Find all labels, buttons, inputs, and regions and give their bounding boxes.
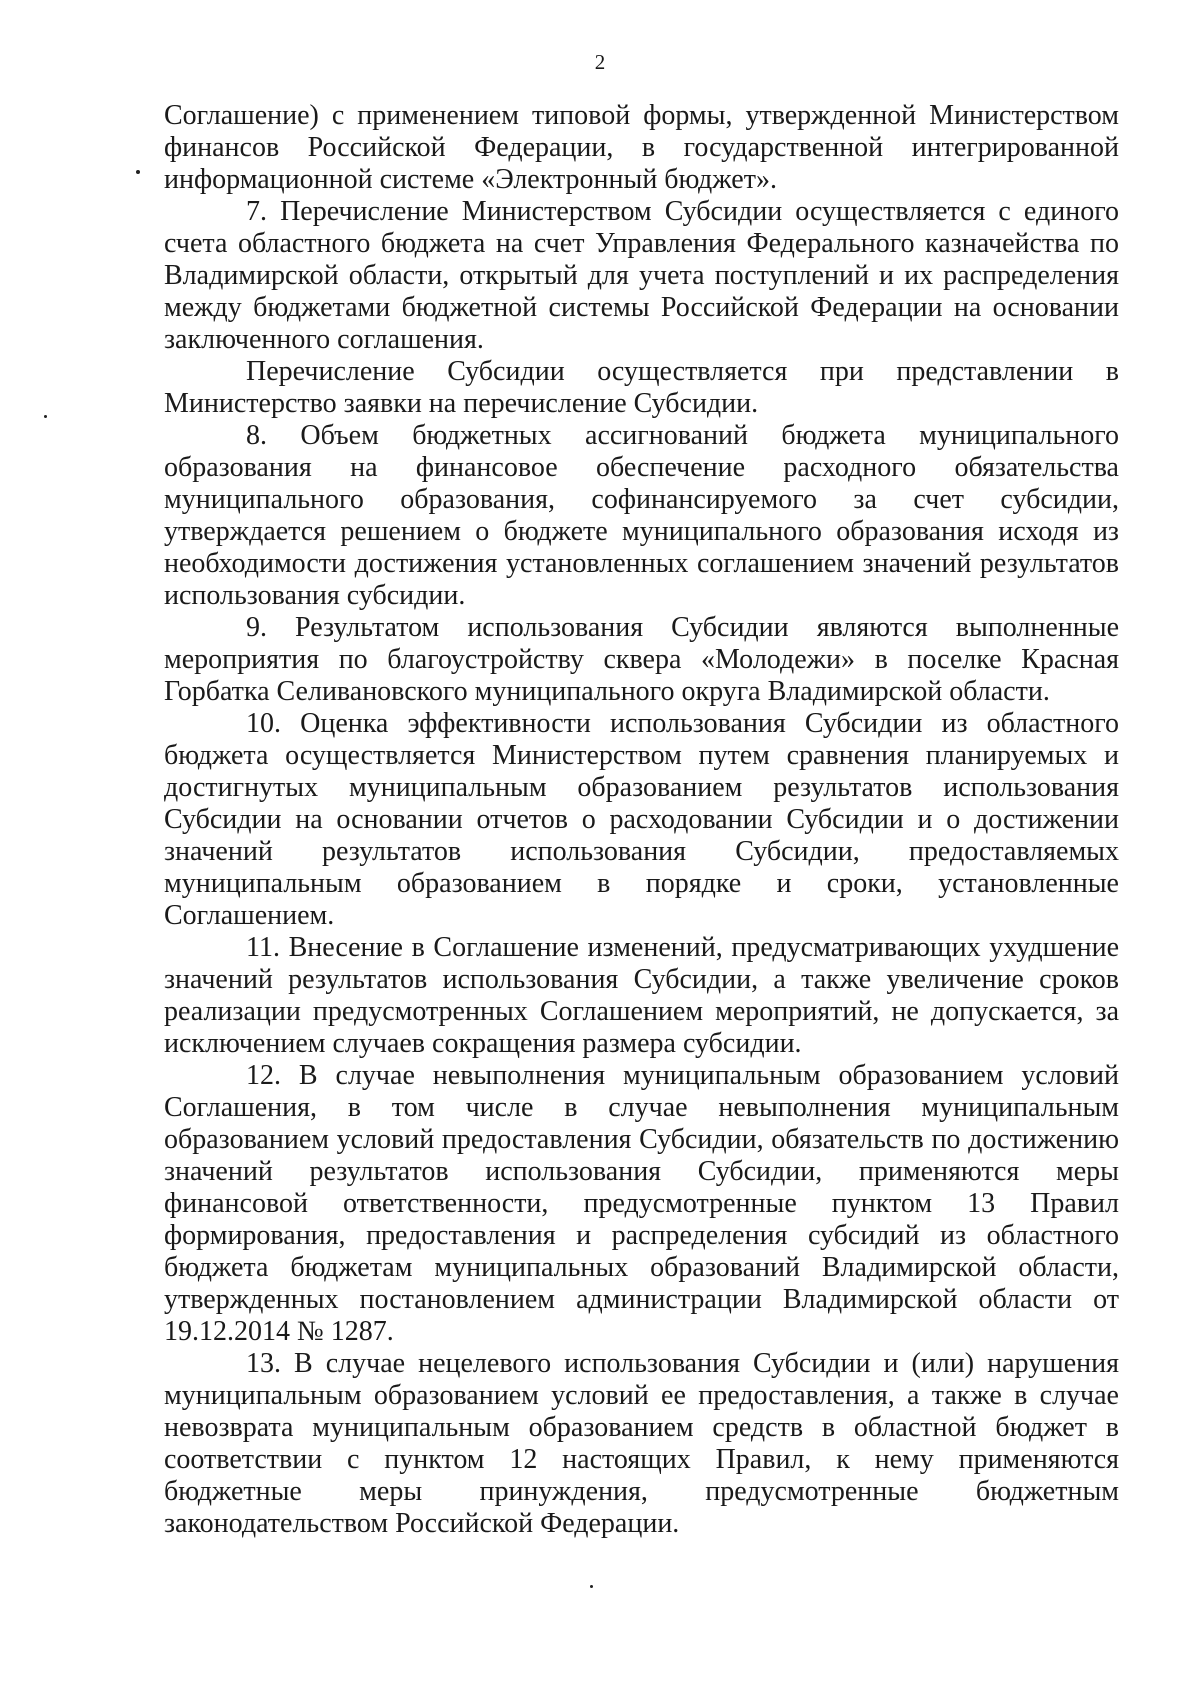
paragraph-item-7: 7. Перечисление Министерством Субсидии осуществляется с единого счета областного бюджета на счет Управления Федерального казначейства по Владимирской области, открытый для учета поступлений и их распределения между бюджетами бюджетной системы Российской Федерации на основании заключенного соглашения. (164, 196, 1119, 355)
paragraph-item-8: 8. Объем бюджетных ассигнований бюджета муниципального образования на финансовое обеспечение расходного обязательства муниципального образования, софинансируемого за счет субсидии, утверждается решением о бюджете муниципального образования исходя из необходимости достижения установленных соглашением значений результатов использования субсидии. (164, 420, 1119, 611)
paragraph-continuation: Соглашение) с применением типовой формы, утвержденной Министерством финансов Российской Федерации, в государственной интегрированной информационной системе «Электронный бюджет». (164, 100, 1119, 195)
scan-speck (44, 415, 47, 418)
scan-speck (590, 1585, 593, 1588)
paragraph-item-9: 9. Результатом использования Субсидии являются выполненные мероприятия по благоустройству сквера «Молодежи» в поселке Красная Горбатка Селивановского муниципального округа Владимирской области. (164, 612, 1119, 707)
paragraph-transfer-request: Перечисление Субсидии осуществляется при представлении в Министерство заявки на перечисление Субсидии. (164, 356, 1119, 419)
paragraph-item-12: 12. В случае невыполнения муниципальным образованием условий Соглашения, в том числе в случае невыполнения муниципальным образованием условий предоставления Субсидии, обязательств по достижению значений результатов использования Субсидии, применяются меры финансовой ответственности, предусмотренные пунктом 13 Правил формирования, предоставления и распределения субсидий из областного бюджета бюджетам муниципальных образований Владимирской области, утвержденных постановлением администрации Владимирской области от 19.12.2014 № 1287. (164, 1060, 1119, 1347)
paragraph-item-13: 13. В случае нецелевого использования Субсидии и (или) нарушения муниципальным образованием условий ее предоставления, а также в случае невозврата муниципальным образованием средств в областной бюджет в соответствии с пунктом 12 настоящих Правил, к нему применяются бюджетные меры принуждения, предусмотренные бюджетным законодательством Российской Федерации. (164, 1348, 1119, 1539)
scan-speck (136, 170, 140, 174)
page-number: 2 (594, 50, 606, 74)
paragraph-item-11: 11. Внесение в Соглашение изменений, предусматривающих ухудшение значений результатов использования Субсидии, а также увеличение сроков реализации предусмотренных Соглашением мероприятий, не допускается, за исключением случаев сокращения размера субсидии. (164, 932, 1119, 1059)
document-body (164, 100, 1119, 1540)
paragraph-item-10: 10. Оценка эффективности использования Субсидии из областного бюджета осуществляется Министерством путем сравнения планируемых и достигнутых муниципальным образованием результатов использования Субсидии на основании отчетов о расходовании Субсидии и о достижении значений результатов использования Субсидии, предоставляемых муниципальным образованием в порядке и сроки, установленные Соглашением. (164, 708, 1119, 931)
